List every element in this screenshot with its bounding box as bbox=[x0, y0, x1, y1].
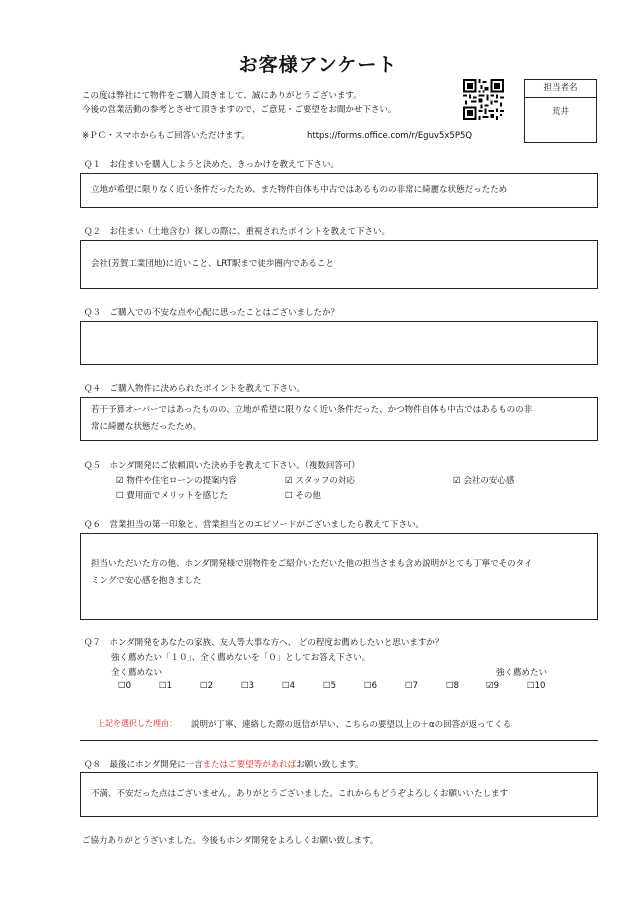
footer-note: ご協力ありがとうざいました。今後もホンダ開発をよろしくお願い致します。 bbox=[82, 836, 379, 846]
q8-answer: 不満、不安だった点はございません。ありがとうございました。これからもどうぞよろしくお願いいたします bbox=[91, 789, 509, 799]
q7-option-4[interactable]: ☐4 bbox=[282, 681, 296, 691]
q1-answer: 立地が希望に限りなく近い条件だったため、また物件自体も中古ではあるものの非常に綺麗な状態だったため bbox=[91, 185, 508, 195]
q5-option-proposal[interactable]: ☑ 物件や住宅ローンの提案内容 bbox=[116, 476, 237, 486]
q6-answer-line-1: 担当いただいた方の他、ホンダ開発様で別物件をご紹介いただいた他の担当さまも含め説明がとても丁寧でそのタイ bbox=[91, 559, 533, 569]
q4-question: Ｑ４ ご購入物件に決められたポイントを教えて下さい。 bbox=[84, 384, 306, 394]
q8-question: Ｑ８ 最後にホンダ開発に一言またはご要望等があればお願い致します。 bbox=[84, 760, 364, 770]
q1-answer-box bbox=[80, 173, 598, 208]
checkbox-icon: ☐ bbox=[159, 681, 167, 691]
checkbox-checked-icon: ☑ bbox=[486, 681, 494, 691]
checkbox-checked-icon: ☑ bbox=[285, 476, 293, 486]
q8-question-highlight: またはご要望等があれば bbox=[202, 760, 297, 770]
q7-subtext: 強く薦めたい「１０」、全く薦めないを「０」としてお答え下さい。 bbox=[111, 653, 371, 663]
checkbox-checked-icon: ☑ bbox=[453, 476, 461, 486]
q7-option-1[interactable]: ☐1 bbox=[159, 681, 173, 691]
pc-note: ※ＰＣ・スマホからもご回答いただけます。 bbox=[82, 131, 250, 141]
checkbox-icon: ☐ bbox=[446, 681, 454, 691]
q5-option-other[interactable]: ☐ その他 bbox=[285, 491, 321, 501]
q7-option-10[interactable]: ☐10 bbox=[527, 681, 546, 691]
checkbox-icon: ☐ bbox=[364, 681, 372, 691]
q6-question: Ｑ６ 営業担当の第一印象と、営業担当とのエピソードがございましたら教えて下さい。 bbox=[84, 520, 425, 530]
q4-answer-box bbox=[80, 397, 598, 441]
intro-line-2: 今後の営業活動の参考とさせて頂きますので、ご意見・ご要望をお聞かせ下さい。 bbox=[82, 105, 397, 115]
survey-url-link[interactable]: https://forms.office.com/r/Eguv5x5P5Q bbox=[307, 131, 473, 141]
q7-option-2[interactable]: ☐2 bbox=[200, 681, 214, 691]
intro-line-1: この度は弊社にて物件をご購入頂きまして、誠にありがとうございます。 bbox=[82, 91, 362, 101]
qr-code-icon bbox=[463, 79, 504, 120]
q7-option-8[interactable]: ☐8 bbox=[446, 681, 460, 691]
q7-option-6[interactable]: ☐6 bbox=[364, 681, 378, 691]
checkbox-icon: ☐ bbox=[200, 681, 208, 691]
q8-answer-box bbox=[80, 772, 598, 817]
q7-option-9[interactable]: ☑9 bbox=[486, 681, 500, 691]
q7-option-3[interactable]: ☐3 bbox=[241, 681, 255, 691]
checkbox-icon: ☐ bbox=[241, 681, 249, 691]
q5-question: Ｑ５ ホンダ開発にご依頼頂いた決め手を教えて下さい。（複数回答可） bbox=[84, 461, 360, 471]
q7-question: Ｑ７ ホンダ開発をあなたの家族、友人等大事な方へ、 どの程度お薦めしたいと思いますか？ bbox=[84, 638, 444, 648]
checkbox-icon: ☐ bbox=[527, 681, 535, 691]
checkbox-icon: ☐ bbox=[282, 681, 290, 691]
checkbox-icon: ☐ bbox=[285, 491, 293, 501]
q5-option-company[interactable]: ☑ 会社の安心感 bbox=[453, 476, 515, 486]
q1-question: Ｑ１ お住まいを購入しようと決めた、きっかけを教えて下さい。 bbox=[84, 160, 340, 170]
q3-answer-box bbox=[80, 321, 598, 365]
checkbox-icon: ☐ bbox=[323, 681, 331, 691]
q3-question: Ｑ３ ご購入での不安な点や心配に思ったことはございましたか？ bbox=[84, 308, 340, 318]
q2-answer: 会社(芳賀工業団地)に近いこと、LRT駅まで徒歩圏内であること bbox=[91, 259, 334, 269]
q6-answer-line-2: ミングで安心感を抱きました bbox=[91, 576, 202, 586]
q5-option-cost[interactable]: ☐ 費用面でメリットを感じた bbox=[116, 491, 228, 501]
q2-answer-box bbox=[80, 240, 598, 289]
q7-option-0[interactable]: ☐0 bbox=[118, 681, 132, 691]
q7-option-7[interactable]: ☐7 bbox=[405, 681, 419, 691]
q7-scale-low: 全く薦めない bbox=[111, 668, 163, 678]
q4-answer-line-1: 若干予算オーバーではあったものの、立地が希望に限りなく近い条件だった、かつ物件自体も中古ではあるものの非 bbox=[91, 405, 533, 415]
q5-option-staff[interactable]: ☑ スタッフの対応 bbox=[285, 476, 355, 486]
checkbox-icon: ☐ bbox=[118, 681, 126, 691]
page-title: お客様アンケート bbox=[238, 54, 398, 76]
checkbox-icon: ☐ bbox=[116, 491, 124, 501]
staff-label: 担当者名 bbox=[525, 80, 596, 98]
checkbox-checked-icon: ☑ bbox=[116, 476, 124, 486]
checkbox-icon: ☐ bbox=[405, 681, 413, 691]
staff-name-box bbox=[524, 79, 597, 143]
q7-reason-label: 上記を選択した理由： bbox=[97, 719, 177, 728]
q7-scale-high: 強く薦めたい bbox=[496, 668, 548, 678]
q6-answer-box bbox=[80, 533, 598, 620]
q7-reason: 説明が丁寧、連絡した際の返信が早い、こちらの要望以上の＋αの回答が返ってくる bbox=[191, 720, 512, 730]
q7-option-5[interactable]: ☐5 bbox=[323, 681, 337, 691]
divider bbox=[80, 740, 598, 741]
staff-name: 荒井 bbox=[551, 107, 569, 117]
q2-question: Ｑ２ お住まい（土地含む）探しの際に、重視されたポイントを教えて下さい。 bbox=[84, 227, 391, 237]
q4-answer-line-2: 常に綺麗な状態だったため。 bbox=[91, 422, 202, 432]
